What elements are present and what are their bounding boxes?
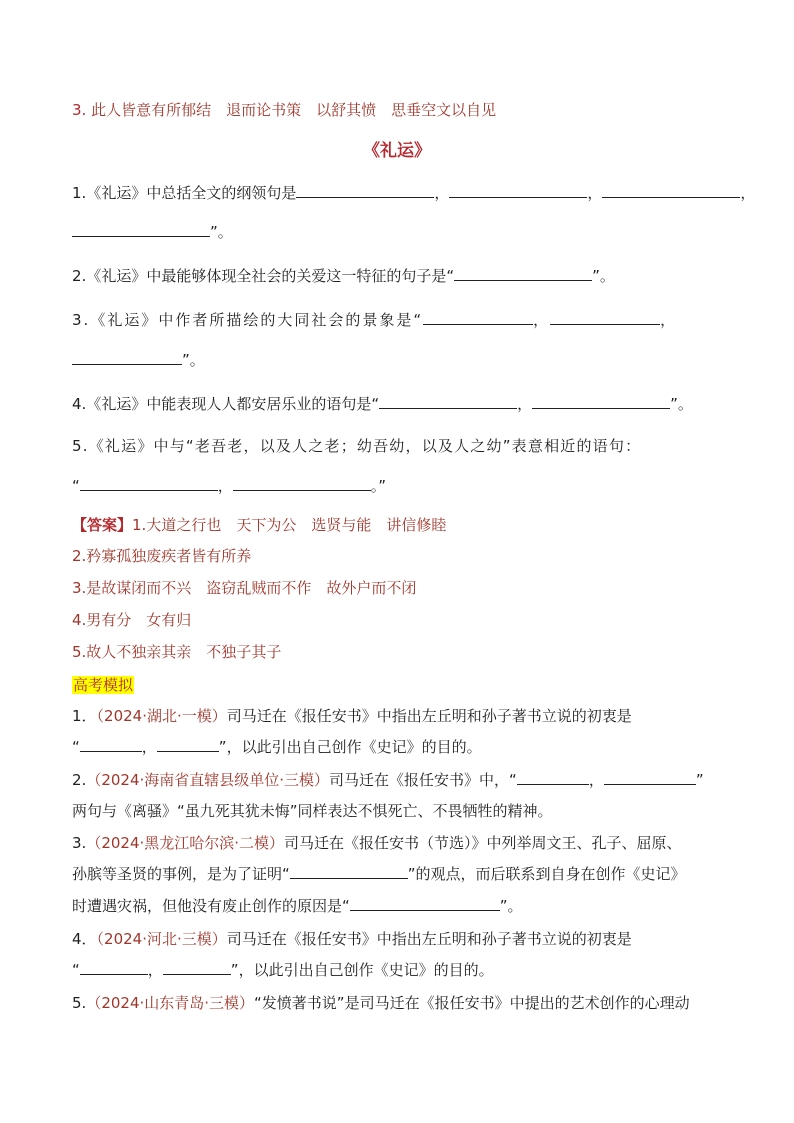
mock-question-1-cont: “ ， ”，以此引出自己创作《史记》的目的。 [72, 738, 482, 756]
question-4-end: ”。 [670, 395, 693, 413]
mock-question-4-number: 4． [72, 930, 97, 948]
mock-question-3-text-4: 时遭遇灾祸，但他没有废止创作的原因是“ [72, 897, 350, 915]
mock-question-2-number: 2. [72, 771, 87, 789]
section2-title: 高考模拟 [73, 676, 134, 694]
answer-item: 1.大道之行也 天下为公 选贤与能 讲信修睦 [132, 516, 447, 534]
blank[interactable] [449, 183, 587, 198]
question-5-end: 。” [370, 477, 387, 495]
mock-question-2-text: 司马迁在《报任安书》中，“ [329, 771, 517, 789]
answer-label: 【答案】 [72, 516, 133, 534]
mock-question-2: 2.（2024·海南省直辖县级单位·三模）司马迁在《报任安书》中，“ ， ” [72, 771, 704, 789]
question-3-text: 《礼运》中作者所描绘的大同社会的景象是“ [90, 311, 424, 329]
mock-question-4-text: 司马迁在《报任安书》中指出左丘明和孙子著书立说的初衷是 [226, 930, 632, 948]
mock-question-5-text: “发愤著书说”是司马迁在《报任安书》中提出的艺术创作的心理动 [254, 994, 690, 1012]
question-2-end: ”。 [592, 267, 615, 285]
mock-question-5-number: 5. [72, 994, 87, 1012]
question-1-text: 《礼运》中总括全文的纲领句是 [86, 184, 297, 202]
blank[interactable] [550, 310, 660, 325]
blank[interactable] [163, 960, 231, 975]
previous-answer-number: 3. [72, 101, 87, 119]
question-1-end: ”。 [210, 223, 233, 241]
blank[interactable] [423, 310, 533, 325]
mock-question-3-cont [72, 864, 686, 884]
mock-question-4-text-2: ，以此引出自己创作《史记》的目的。 [238, 961, 494, 979]
question-1-cont [72, 222, 233, 242]
blank[interactable] [602, 183, 740, 198]
blank[interactable] [296, 183, 434, 198]
answer-item: 4.男有分 女有归 [72, 611, 192, 629]
blank[interactable] [80, 476, 218, 491]
mock-question-2-cont: 两句与《离骚》“虽九死其犹未悔”同样表达不惧死亡、不畏牺牲的精神。 [72, 802, 553, 820]
blank[interactable] [532, 394, 670, 409]
question-1-number: 1. [72, 184, 87, 202]
question-2-number: 2. [72, 267, 87, 285]
blank[interactable] [454, 266, 592, 281]
mock-question-3-text: 司马迁在《报任安书（节选）》中列举周文王、孔子、屈原、 [284, 834, 682, 852]
answer-item: 3.是故谋闭而不兴 盗窃乱贼而不作 故外户而不闭 [72, 579, 417, 597]
question-5-number: 5. [72, 437, 89, 455]
question-3-cont [72, 350, 205, 370]
question-5 [72, 436, 641, 456]
answer-item: 5.故人不独亲其亲 不独子其子 [72, 643, 282, 661]
mock-question-5 [72, 993, 690, 1013]
blank[interactable] [233, 476, 371, 491]
question-2-text: 《礼运》中最能够体现全社会的关爱这一特征的句子是“ [86, 267, 455, 285]
answer-item: 2.矜寡孤独废疾者皆有所养 [72, 547, 252, 565]
source-tag: （2024·湖北·一模） [96, 707, 227, 725]
blank[interactable] [80, 737, 142, 752]
mock-question-4-cont: “ ， ”，以此引出自己创作《史记》的目的。 [72, 961, 494, 979]
blank[interactable] [517, 770, 589, 785]
mock-question-1-text-2: ，以此引出自己创作《史记》的目的。 [226, 738, 482, 756]
source-tag: （2024·黑龙江哈尔滨·二模） [86, 834, 285, 852]
blank[interactable] [157, 737, 219, 752]
blank[interactable] [604, 770, 696, 785]
blank[interactable] [290, 864, 408, 879]
question-3-number: 3. [72, 311, 91, 329]
question-3-end: ”。 [182, 351, 205, 369]
mock-question-3-cont2 [72, 896, 523, 916]
mock-question-3 [72, 833, 682, 853]
source-tag: （2024·海南省直辖县级单位·三模） [86, 771, 330, 789]
previous-answer-text: 此人皆意有所郁结 退而论书策 以舒其愤 思垂空文以自见 [91, 101, 497, 119]
mock-question-4 [72, 929, 632, 949]
mock-question-3-text-3: ”的观点，而后联系到自身在创作《史记》 [407, 865, 686, 883]
answer-line-1 [72, 515, 446, 535]
blank[interactable] [72, 350, 182, 365]
mock-question-1-number: 1． [72, 707, 97, 725]
mock-question-3-text-2: 孙膑等圣贤的事例，是为了证明“ [72, 865, 290, 883]
mock-question-1 [72, 706, 632, 726]
question-4: 4.《礼运》中能表现人人都安居乐业的语句是“ ， ”。 [72, 395, 693, 413]
question-3: 3.《礼运》中作者所描绘的大同社会的景象是“ ， ， [72, 311, 678, 329]
section2-heading [72, 675, 134, 695]
blank[interactable] [350, 896, 500, 911]
mock-question-1-text: 司马迁在《报任安书》中指出左丘明和孙子著书立说的初衷是 [226, 707, 632, 725]
blank[interactable] [379, 394, 517, 409]
question-4-text: 《礼运》中能表现人人都安居乐业的语句是“ [86, 395, 380, 413]
mock-question-3-number: 3. [72, 834, 87, 852]
question-4-number: 4. [72, 395, 87, 413]
question-1: 1.《礼运》中总括全文的纲领句是 ， ， ， [72, 184, 756, 202]
question-5-text: 《礼运》中与“老吾老，以及人之老；幼吾幼，以及人之幼”表意相近的语句： [88, 437, 642, 455]
section-title: 《礼运》 [363, 141, 431, 161]
question-5-cont: “ ， 。” [72, 477, 387, 495]
previous-answer-line [72, 100, 496, 120]
question-2 [72, 266, 615, 286]
blank[interactable] [80, 960, 148, 975]
blank[interactable] [72, 222, 210, 237]
source-tag: （2024·山东青岛·三模） [86, 994, 255, 1012]
mock-question-3-text-5: ”。 [499, 897, 523, 915]
source-tag: （2024·河北·三模） [96, 930, 227, 948]
